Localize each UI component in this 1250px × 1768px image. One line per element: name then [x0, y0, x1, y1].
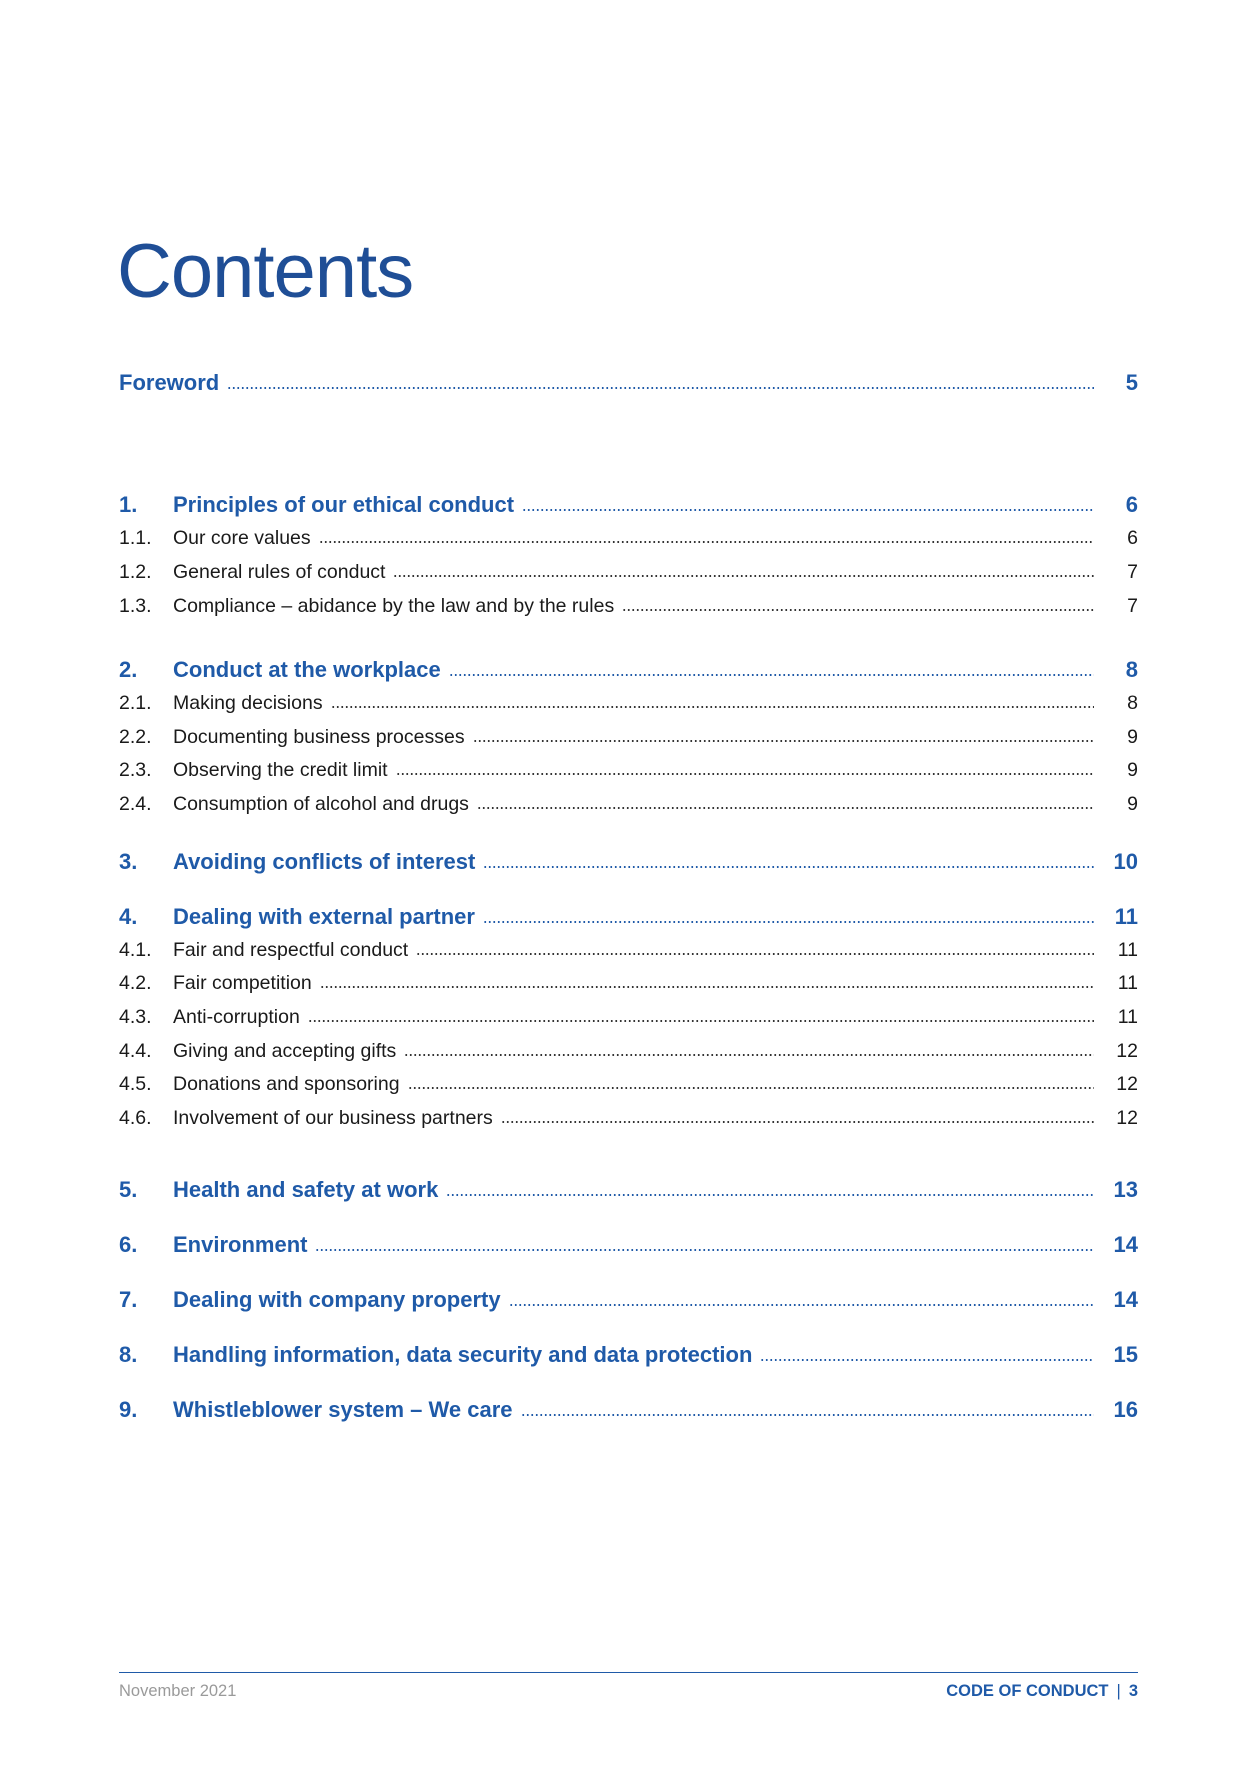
toc-entry-section-1-1[interactable]: [119, 520, 1138, 550]
toc-entry-section-2-3[interactable]: [119, 752, 1138, 782]
toc-entry-label: Our core values: [173, 527, 311, 549]
toc-entry-number: 4.1.: [119, 939, 152, 961]
toc-entry-number: 2.: [119, 657, 138, 682]
dot-leader: [320, 986, 1094, 988]
toc-entry-number: 4.5.: [119, 1073, 152, 1095]
toc-entry-section-1[interactable]: [119, 488, 1138, 518]
toc-entry-page: 16: [1113, 1397, 1138, 1422]
toc-entry-label: Health and safety at work: [173, 1177, 439, 1202]
dot-leader: [521, 1414, 1094, 1416]
dot-leader: [331, 706, 1094, 708]
dot-leader: [315, 1249, 1094, 1251]
toc-entry-section-1-3[interactable]: [119, 588, 1138, 618]
dot-leader: [483, 866, 1094, 868]
dot-leader: [408, 1087, 1094, 1089]
toc-entry-page: 11: [1114, 904, 1138, 929]
toc-entry-foreword[interactable]: [119, 366, 1138, 396]
toc-entry-section-7[interactable]: [119, 1283, 1138, 1313]
toc-entry-number: 2.4.: [119, 793, 152, 815]
toc-entry-label: Compliance – abidance by the law and by the rules: [173, 595, 615, 617]
toc-entry-label: Dealing with company property: [173, 1287, 501, 1312]
toc-entry-number: 9.: [119, 1397, 138, 1422]
toc-entry-section-4[interactable]: [119, 900, 1138, 930]
dot-leader: [308, 1020, 1094, 1022]
footer-separator: |: [1116, 1682, 1121, 1700]
toc-entry-section-4-2[interactable]: [119, 965, 1138, 995]
toc-entry-number: 1.1.: [119, 527, 152, 549]
toc-entry-section-4-4[interactable]: [119, 1033, 1138, 1063]
toc-entry-number: 4.2.: [119, 972, 152, 994]
toc-entry-section-2[interactable]: [119, 653, 1138, 683]
toc-entry-page: 12: [1116, 1040, 1138, 1062]
toc-entry-label: Dealing with external partner: [173, 904, 475, 929]
toc-entry-label: Environment: [173, 1232, 308, 1257]
toc-entry-section-9[interactable]: [119, 1393, 1138, 1423]
dot-leader: [483, 921, 1094, 923]
toc-entry-section-4-5[interactable]: [119, 1066, 1138, 1096]
dot-leader: [473, 740, 1094, 742]
toc-entry-label: Consumption of alcohol and drugs: [173, 793, 469, 815]
toc-entry-page: 12: [1116, 1107, 1138, 1129]
toc-entry-number: 2.2.: [119, 726, 152, 748]
footer-document-title: CODE OF CONDUCT: [946, 1682, 1109, 1700]
toc-entry-number: 6.: [119, 1232, 138, 1257]
toc-entry-section-4-6[interactable]: [119, 1100, 1138, 1130]
toc-entry-number: 5.: [119, 1177, 138, 1202]
toc-entry-number: 7.: [119, 1287, 138, 1312]
dot-leader: [509, 1304, 1094, 1306]
toc-entry-page: 7: [1127, 595, 1138, 617]
page-title: Contents: [117, 229, 414, 314]
toc-entry-label: Avoiding conflicts of interest: [173, 849, 476, 874]
toc-entry-page: 11: [1117, 1006, 1138, 1028]
dot-leader: [446, 1194, 1094, 1196]
toc-entry-section-2-2[interactable]: [119, 719, 1138, 749]
toc-entry-page: 14: [1113, 1287, 1138, 1312]
toc-entry-number: 4.6.: [119, 1107, 152, 1129]
toc-entry-section-6[interactable]: [119, 1228, 1138, 1258]
toc-entry-label: Conduct at the workplace: [173, 657, 441, 682]
toc-entry-number: 2.1.: [119, 692, 152, 714]
toc-entry-number: 3.: [119, 849, 138, 874]
toc-entry-page: 10: [1113, 849, 1138, 874]
toc-entry-label: Principles of our ethical conduct: [173, 492, 515, 517]
toc-entry-label: Handling information, data security and data protection: [173, 1342, 753, 1367]
footer-page-number: 3: [1128, 1682, 1138, 1700]
toc-entry-number: 4.4.: [119, 1040, 152, 1062]
toc-entry-number: 1.: [119, 492, 138, 517]
toc-entry-section-4-1[interactable]: [119, 932, 1138, 962]
footer-date: November 2021: [119, 1682, 237, 1700]
dot-leader: [522, 509, 1094, 511]
toc-entry-number: 4.3.: [119, 1006, 152, 1028]
dot-leader: [449, 674, 1094, 676]
toc-entry-page: 6: [1127, 527, 1138, 549]
toc-entry-page: 6: [1125, 492, 1138, 517]
toc-entry-section-5[interactable]: [119, 1173, 1138, 1203]
toc-entry-section-8[interactable]: [119, 1338, 1138, 1368]
dot-leader: [760, 1359, 1094, 1361]
toc-entry-section-4-3[interactable]: [119, 999, 1138, 1029]
dot-leader: [404, 1054, 1094, 1056]
toc-entry-number: 4.: [119, 904, 138, 929]
dot-leader: [319, 541, 1094, 543]
toc-entry-label: General rules of conduct: [173, 561, 386, 583]
dot-leader: [393, 575, 1094, 577]
toc-entry-label: Donations and sponsoring: [173, 1073, 400, 1095]
toc-entry-page: 11: [1117, 939, 1138, 961]
dot-leader: [622, 609, 1094, 611]
toc-entry-label: Involvement of our business partners: [173, 1107, 493, 1129]
toc-entry-page: 13: [1113, 1177, 1138, 1202]
toc-entry-label: Whistleblower system – We care: [173, 1397, 513, 1422]
toc-entry-section-3[interactable]: [119, 845, 1138, 875]
toc-entry-label: Making decisions: [173, 692, 323, 714]
dot-leader: [477, 807, 1094, 809]
toc-entry-page: 15: [1113, 1342, 1138, 1367]
toc-entry-section-2-4[interactable]: [119, 786, 1138, 816]
toc-entry-page: 5: [1125, 370, 1138, 395]
toc-entry-label: Fair competition: [173, 972, 312, 994]
toc-entry-page: 11: [1117, 972, 1138, 994]
dot-leader: [416, 953, 1094, 955]
toc-entry-page: 9: [1127, 726, 1138, 748]
toc-entry-page: 14: [1113, 1232, 1138, 1257]
toc-entry-page: 7: [1127, 561, 1138, 583]
footer-divider: [119, 1672, 1138, 1673]
dot-leader: [501, 1121, 1094, 1123]
footer-document-info: [946, 1682, 1138, 1701]
toc-entry-page: 8: [1125, 657, 1138, 682]
dot-leader: [227, 387, 1094, 389]
dot-leader: [396, 773, 1094, 775]
toc-entry-label: Anti-corruption: [173, 1006, 300, 1028]
toc-entry-number: 8.: [119, 1342, 138, 1367]
toc-entry-number: 1.2.: [119, 561, 152, 583]
toc-entry-label: Observing the credit limit: [173, 759, 388, 781]
toc-entry-section-2-1[interactable]: [119, 685, 1138, 715]
toc-entry-label: Giving and accepting gifts: [173, 1040, 397, 1062]
toc-entry-number: 2.3.: [119, 759, 152, 781]
toc-entry-page: 9: [1127, 793, 1138, 815]
toc-entry-number: 1.3.: [119, 595, 152, 617]
toc-entry-label: Documenting business processes: [173, 726, 465, 748]
toc-entry-label: Fair and respectful conduct: [173, 939, 409, 961]
toc-entry-section-1-2[interactable]: [119, 554, 1138, 584]
toc-entry-page: 8: [1127, 692, 1138, 714]
toc-entry-page: 9: [1127, 759, 1138, 781]
toc-entry-label: Foreword: [119, 370, 220, 395]
toc-entry-page: 12: [1116, 1073, 1138, 1095]
